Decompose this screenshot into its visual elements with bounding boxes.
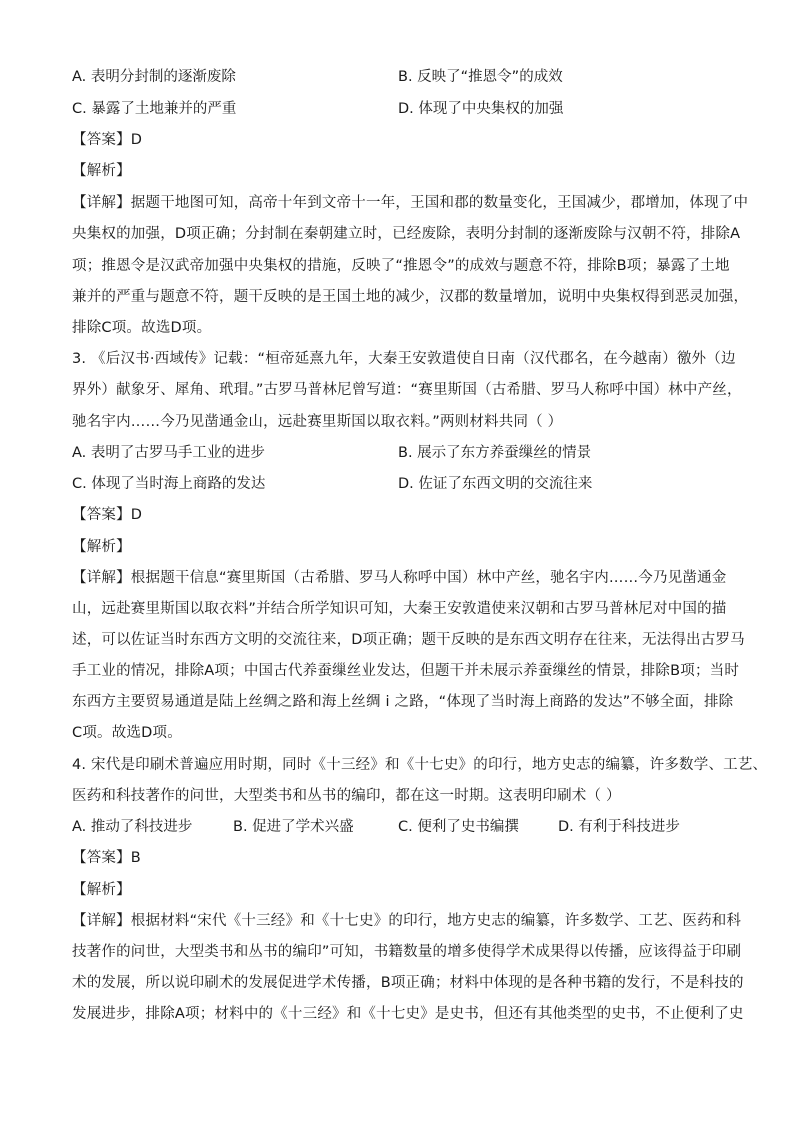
q4-stem-line: 医药和科技著作的问世，大型类书和丛书的编印，都在这一时期。这表明印刷术（ ）	[72, 788, 621, 804]
q3-detail-line: 东西方主要贸易通道是陆上丝绸之路和海上丝绸 i 之路，“体现了当时海上商路的发达”不够全面，排除	[72, 694, 734, 710]
q3-stem-line: 3. 《后汉书·西域传》记载：“桓帝延熹九年，大秦王安敦遣使自日南（汉代郡名，在今越南）徼外（边	[72, 351, 736, 367]
q3-option-d: D. 佐证了东西文明的交流往来	[398, 476, 593, 492]
q2-detail-line: 央集权的加强，D项正确；分封制在秦朝建立时，已经废除，表明分封制的逐渐废除与汉朝不符，排除A	[72, 226, 741, 242]
q3-detail-line: C项。故选D项。	[72, 725, 182, 741]
q4-analysis-label: 【解析】	[72, 882, 131, 898]
q4-answer: 【答案】B	[72, 850, 141, 866]
q3-stem-line: 界外）献象牙、犀角、玳瑁。”古罗马普林尼曾写道：“赛里斯国（古希腊、罗马人称呼中国）林中产丝，	[72, 382, 742, 398]
q4-option-a: A. 推动了科技进步	[72, 819, 193, 835]
q4-detail-line: 发展进步，排除A项；材料中的《十三经》和《十七史》是史书，但还有其他类型的史书，不止便利了史	[72, 1006, 744, 1022]
q4-stem-line: 4. 宋代是印刷术普遍应用时期，同时《十三经》和《十七史》的印行，地方史志的编纂，许多数学、工艺、	[72, 757, 768, 773]
q4-detail-line: 术的发展，所以说印刷术的发展促进学术传播，B项正确；材料中体现的是各种书籍的发行，不是科技的	[72, 975, 744, 991]
q2-option-a: A. 表明分封制的逐渐废除	[72, 69, 236, 85]
q2-detail-line: 【详解】据题干地图可知，高帝十年到文帝十一年，王国和郡的数量变化，王国减少，郡增加，体现了中	[72, 195, 749, 211]
q4-option-d: D. 有利于科技进步	[558, 819, 680, 835]
q2-detail-line: 项；推恩令是汉武帝加强中央集权的措施，反映了“推恩令”的成效与题意不符，排除B项；暴露了土地	[72, 258, 730, 274]
q4-option-b: B. 促进了学术兴盛	[233, 819, 354, 835]
q2-option-c: C. 暴露了土地兼并的严重	[72, 101, 237, 117]
q3-analysis-label: 【解析】	[72, 539, 131, 555]
q3-option-a: A. 表明了古罗马手工业的进步	[72, 445, 265, 461]
q2-detail-line: 兼并的严重与题意不符，题干反映的是王国土地的减少，汉郡的数量增加，说明中央集权得到恶灵加强，	[72, 289, 749, 305]
q4-option-c: C. 便利了史书编撰	[398, 819, 519, 835]
q4-detail-line: 技著作的问世，大型类书和丛书的编印”可知，书籍数量的增多使得学术成果得以传播，应该得益于印刷	[72, 944, 742, 960]
q2-answer: 【答案】D	[72, 132, 143, 148]
q2-detail-line: 排除C项。故选D项。	[72, 320, 212, 336]
q2-option-b: B. 反映了“推恩令”的成效	[398, 69, 563, 85]
q2-analysis-label: 【解析】	[72, 163, 131, 179]
q3-detail-line: 山，远赴赛里斯国以取衣料”并结合所学知识可知，大秦王安敦遣使来汉朝和古罗马普林尼对中国的描	[72, 601, 727, 617]
q2-option-d: D. 体现了中央集权的加强	[398, 101, 564, 117]
q4-detail-line: 【详解】根据材料“宋代《十三经》和《十七史》的印行，地方史志的编纂，许多数学、工艺、医药和科	[72, 913, 742, 929]
q3-answer: 【答案】D	[72, 507, 143, 523]
q3-detail-line: 【详解】根据题干信息“赛里斯国（古希腊、罗马人称呼中国）林中产丝，驰名宇内……今乃见凿通金	[72, 570, 727, 586]
q3-detail-line: 手工业的情况，排除A项；中国古代养蚕缫丝业发达，但题干并未展示养蚕缫丝的情景，排除B项；当时	[72, 663, 740, 679]
q3-option-c: C. 体现了当时海上商路的发达	[72, 476, 266, 492]
q3-stem-line: 驰名宇内……今乃见凿通金山，远赴赛里斯国以取衣料。”两则材料共同（ ）	[72, 414, 563, 430]
q3-option-b: B. 展示了东方养蚕缫丝的情景	[398, 445, 592, 461]
q3-detail-line: 述，可以佐证当时东西方文明的交流往来，D项正确；题干反映的是东西文明存在往来，无法得出古罗马	[72, 632, 745, 648]
